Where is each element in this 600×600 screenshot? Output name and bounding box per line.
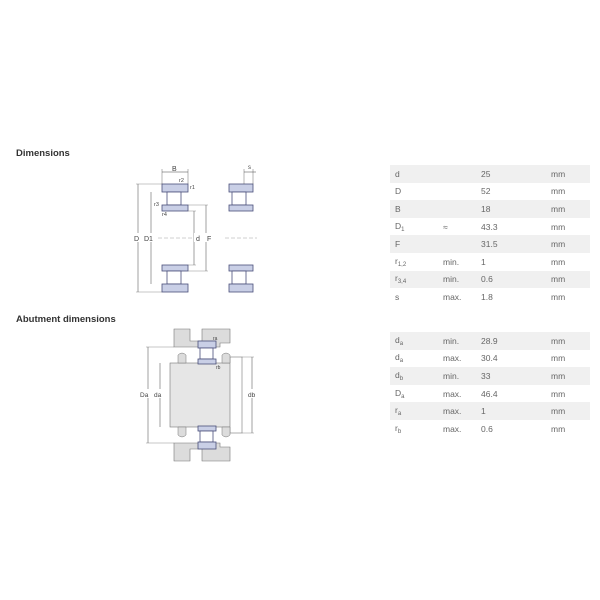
value-cell: 25 — [476, 165, 546, 183]
symbol: d — [395, 369, 400, 380]
symbol-subscript: 3,4 — [397, 279, 407, 286]
table-row — [390, 235, 590, 253]
symbol: r — [395, 273, 398, 284]
value-cell: 46.4 — [481, 388, 498, 399]
table-row — [390, 367, 590, 385]
symbol: r — [395, 405, 398, 416]
symbol: F — [395, 239, 401, 250]
label-Da: Da — [140, 392, 149, 399]
symbol-subscript: a — [399, 358, 404, 365]
dimensions-table-body — [390, 165, 590, 306]
label-F: F — [207, 236, 212, 243]
dimensions-heading: Dimensions — [16, 148, 70, 159]
value-cell: 0.6 — [476, 271, 546, 289]
qualifier-cell: min. — [438, 332, 476, 350]
label-db: db — [248, 392, 256, 399]
table-row — [390, 288, 590, 306]
symbol-cell — [390, 420, 438, 438]
qualifier-cell: max. — [443, 291, 462, 302]
dimensions-table — [390, 165, 590, 306]
qualifier-cell: max. — [438, 402, 476, 420]
unit-cell: mm — [546, 165, 590, 183]
table-row — [390, 385, 590, 403]
symbol-subscript: 1,2 — [397, 261, 407, 268]
symbol-cell — [390, 200, 438, 218]
symbol-cell — [390, 271, 438, 289]
unit-cell: mm — [546, 332, 590, 350]
symbol-subscript: a — [401, 393, 405, 400]
label-rb: rb — [216, 365, 221, 371]
value-cell: 30.4 — [481, 353, 498, 364]
value-cell: 31.5 — [476, 235, 546, 253]
symbol: d — [395, 334, 400, 345]
unit-cell: mm — [546, 200, 590, 218]
qualifier-cell — [438, 235, 476, 253]
unit-cell: mm — [551, 353, 566, 364]
table-row — [390, 420, 590, 438]
symbol: d — [395, 168, 400, 179]
value-cell: 28.9 — [476, 332, 546, 350]
symbol-cell — [390, 385, 438, 403]
symbol-cell — [390, 183, 438, 201]
inner-ring-bottom — [162, 265, 188, 271]
unit-cell: mm — [546, 367, 590, 385]
value-cell: 43.3 — [481, 221, 498, 232]
label-D1: D1 — [144, 236, 153, 243]
label-r3: r3 — [154, 202, 159, 208]
bearing-side-drawing — [220, 162, 270, 302]
unit-cell: mm — [546, 271, 590, 289]
symbol-cell — [390, 253, 438, 271]
qualifier-cell: max. — [443, 388, 462, 399]
label-d: d — [196, 236, 200, 243]
value-cell: 33 — [476, 367, 546, 385]
symbol: s — [395, 291, 400, 302]
unit-cell: mm — [551, 423, 566, 434]
unit-cell: mm — [551, 388, 566, 399]
table-row — [390, 200, 590, 218]
symbol: r — [395, 422, 398, 433]
symbol-cell — [390, 367, 438, 385]
unit-cell: mm — [551, 186, 566, 197]
symbol-subscript: a — [399, 340, 404, 347]
symbol: B — [395, 203, 401, 214]
symbol-cell — [390, 350, 438, 368]
unit-cell: mm — [551, 256, 566, 267]
value-cell: 1.8 — [481, 291, 493, 302]
qualifier-cell: max. — [443, 353, 462, 364]
value-cell: 1 — [481, 256, 486, 267]
qualifier-cell: min. — [438, 367, 476, 385]
qualifier-cell: ≈ — [443, 221, 448, 232]
table-row — [390, 350, 590, 368]
value-cell: 1 — [476, 402, 546, 420]
qualifier-cell — [438, 165, 476, 183]
table-row — [390, 253, 590, 271]
label-B: B — [172, 166, 177, 173]
table-row — [390, 332, 590, 350]
table-row — [390, 218, 590, 236]
qualifier-cell: min. — [443, 256, 460, 267]
symbol-cell — [390, 288, 438, 306]
qualifier-cell: min. — [438, 271, 476, 289]
value-cell: 18 — [476, 200, 546, 218]
value-cell: 0.6 — [481, 423, 493, 434]
unit-cell: mm — [551, 221, 566, 232]
symbol-subscript: b — [399, 375, 404, 382]
unit-cell: mm — [551, 291, 566, 302]
symbol: d — [395, 352, 400, 363]
label-D: D — [134, 236, 140, 243]
symbol: D — [395, 186, 402, 197]
label-r4: r4 — [162, 212, 167, 218]
value-cell: 52 — [481, 186, 491, 197]
symbol-cell — [390, 402, 438, 420]
symbol-subscript: b — [397, 428, 402, 435]
outer-ring-top — [162, 184, 188, 192]
abutment-table — [390, 332, 590, 438]
table-row — [390, 183, 590, 201]
table-row — [390, 165, 590, 183]
unit-cell: mm — [546, 402, 590, 420]
abutment-heading: Abutment dimensions — [16, 314, 116, 325]
symbol-subscript: a — [397, 411, 402, 418]
symbol-cell — [390, 165, 438, 183]
label-da: da — [154, 392, 162, 399]
symbol-subscript: 1 — [401, 226, 405, 233]
abutment-table-body — [390, 332, 590, 438]
symbol: D — [395, 387, 402, 398]
label-s: s — [248, 165, 251, 171]
qualifier-cell: max. — [443, 423, 462, 434]
roller-bottom — [167, 271, 181, 284]
roller-top — [167, 192, 181, 205]
table-row — [390, 271, 590, 289]
outer-ring-bottom — [162, 284, 188, 292]
abutment-drawing — [130, 325, 260, 465]
symbol: D — [395, 220, 402, 231]
symbol-cell — [390, 332, 438, 350]
symbol-cell — [390, 235, 438, 253]
qualifier-cell — [438, 183, 476, 201]
symbol-cell — [390, 218, 438, 236]
table-row — [390, 402, 590, 420]
label-r1: r1 — [190, 185, 195, 191]
qualifier-cell — [438, 200, 476, 218]
symbol: r — [395, 255, 398, 266]
unit-cell: mm — [546, 235, 590, 253]
label-ra: ra — [213, 336, 218, 342]
inner-ring-top — [162, 205, 188, 211]
label-r2: r2 — [179, 178, 184, 184]
